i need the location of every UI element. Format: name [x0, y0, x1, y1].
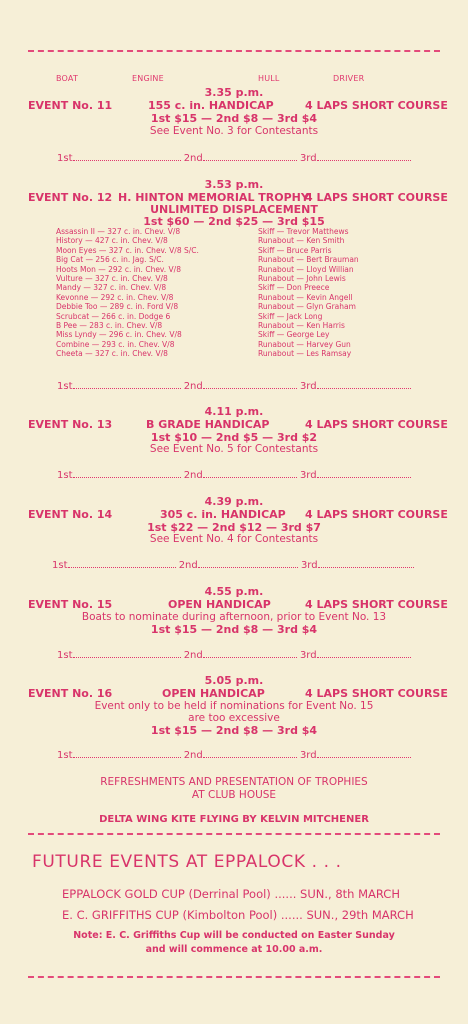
event-14-time: 4.39 p.m.: [204, 495, 264, 508]
event-16-note-continued: are too excessive: [188, 712, 280, 724]
refreshments-line-1: REFRESHMENTS AND PRESENTATION OF TROPHIES: [100, 776, 368, 788]
event-14-number: EVENT No. 14: [28, 508, 113, 521]
event-14-prize: 1st $22 — 2nd $12 — 3rd $7: [147, 521, 321, 534]
event-15-time: 4.55 p.m.: [204, 585, 264, 598]
future-event-gold-cup: EPPALOCK GOLD CUP (Derrinal Pool) ...... SUN., 8th MARCH: [62, 887, 400, 901]
header-boat: BOAT: [56, 74, 79, 83]
event-15-places: [57, 649, 411, 661]
entry-boat-engine: Scrubcat — 266 c. in. Dodge 6: [56, 311, 171, 321]
entry-boat-engine: Vulture — 327 c. in. Chev. V/8: [56, 274, 168, 284]
top-divider: [28, 50, 440, 52]
entry-boat-engine: Mandy — 327 c. in. Chev. V/8: [56, 283, 167, 293]
future-events-title: FUTURE EVENTS AT EPPALOCK . . .: [32, 852, 342, 872]
event-11-laps: 4 LAPS SHORT COURSE: [305, 99, 448, 112]
place-third-label: 3rd: [299, 650, 317, 661]
bottom-divider: [28, 976, 440, 978]
entry-hull-driver: Skiff — Bruce Parris: [258, 245, 332, 255]
event-12-time: 3.53 p.m.: [204, 178, 264, 191]
entry-hull-driver: Runabout — Ken Harris: [258, 321, 345, 331]
event-13-laps: 4 LAPS SHORT COURSE: [305, 418, 448, 431]
entry-boat-engine: Moon Eyes — 327 c. in. Chev. V/8 S/C.: [56, 245, 199, 255]
entry-boat-engine: Combine — 293 c. in. Chev. V/8: [56, 339, 175, 349]
place-third-label: 3rd: [300, 560, 318, 571]
entry-boat-engine: Big Cat — 256 c. in. Jag. S/C.: [56, 255, 164, 265]
entry-boat-engine: History — 427 c. in. Chev. V/8: [56, 236, 168, 246]
event-15-note: Boats to nominate during afternoon, prior to Event No. 13: [81, 611, 387, 623]
place-third-label: 3rd: [299, 153, 317, 164]
event-13-title: B GRADE HANDICAP: [146, 418, 270, 431]
entry-boat-engine: Assassin II — 327 c. in. Chev. V/8: [56, 227, 181, 236]
place-first-label: 1st: [57, 470, 73, 481]
event-12-title: H. HINTON MEMORIAL TROPHY: [118, 191, 309, 204]
header-driver: DRIVER: [333, 74, 365, 83]
place-second-label: 2nd: [183, 153, 203, 164]
event-13-time: 4.11 p.m.: [204, 405, 264, 418]
event-15-prize: 1st $15 — 2nd $8 — 3rd $4: [150, 623, 318, 636]
place-second-label: 2nd: [183, 650, 203, 661]
event-16-note: Event only to be held if nominations for Event No. 15: [94, 700, 374, 712]
entry-hull-driver: Skiff — Trevor Matthews: [258, 227, 349, 236]
entry-hull-driver: Skiff — Jack Long: [258, 311, 323, 321]
place-second-label: 2nd: [183, 470, 203, 481]
event-12-laps: 4 LAPS SHORT COURSE: [305, 191, 448, 204]
place-second-label: 2nd: [183, 750, 203, 761]
middle-divider: [28, 833, 440, 835]
event-15-number: EVENT No. 15: [28, 598, 113, 611]
event-11-prize: 1st $15 — 2nd $8 — 3rd $4: [150, 112, 318, 125]
event-13-note: See Event No. 5 for Contestants: [149, 443, 319, 455]
event-13-number: EVENT No. 13: [28, 418, 113, 431]
event-12-subtitle: UNLIMITED DISPLACEMENT: [150, 203, 318, 216]
refreshments-line-2: AT CLUB HOUSE: [191, 789, 277, 801]
place-first-label: 1st: [57, 650, 73, 661]
entry-hull-driver: Skiff — George Ley: [258, 330, 330, 340]
event-15-laps: 4 LAPS SHORT COURSE: [305, 598, 448, 611]
place-third-label: 3rd: [299, 750, 317, 761]
entry-boat-engine: Miss Lyndy — 296 c. in. Chev. V/8: [56, 330, 182, 340]
event-12-number: EVENT No. 12: [28, 191, 113, 204]
future-note-line-2: and will commence at 10.00 a.m.: [145, 944, 323, 955]
kite-flying-notice: DELTA WING KITE FLYING BY KELVIN MITCHENER: [99, 814, 369, 825]
event-12-prize: 1st $60 — 2nd $25 — 3rd $15: [143, 215, 325, 228]
event-12-places: [57, 380, 411, 392]
entry-hull-driver: Runabout — Ken Smith: [258, 236, 345, 246]
event-12-entries-drivers: [258, 227, 359, 359]
future-note-line-1: Note: E. C. Griffiths Cup will be conducted on Easter Sunday: [73, 930, 395, 941]
event-11-note: See Event No. 3 for Contestants: [149, 125, 319, 137]
event-11-time: 3.35 p.m.: [204, 86, 264, 99]
event-12-entries-boats: [56, 227, 199, 359]
place-first-label: 1st: [57, 153, 73, 164]
event-16-laps: 4 LAPS SHORT COURSE: [305, 687, 448, 700]
place-first-label: 1st: [52, 560, 68, 571]
entry-boat-engine: B Pee — 283 c. in. Chev. V/8: [56, 321, 163, 331]
entry-hull-driver: Runabout — Kevin Angell: [258, 292, 353, 302]
entry-hull-driver: Runabout — Glyn Graham: [258, 302, 356, 312]
place-first-label: 1st: [57, 750, 73, 761]
event-14-laps: 4 LAPS SHORT COURSE: [305, 508, 448, 521]
event-14-places: [52, 559, 414, 571]
event-13-prize: 1st $10 — 2nd $5 — 3rd $2: [150, 431, 318, 444]
header-engine: ENGINE: [132, 74, 164, 83]
event-11-number: EVENT No. 11: [28, 99, 113, 112]
event-11-title: 155 c. in. HANDICAP: [148, 99, 274, 112]
place-second-label: 2nd: [178, 560, 198, 571]
entry-hull-driver: Skiff — Don Preece: [258, 283, 330, 293]
event-14-title: 305 c. in. HANDICAP: [160, 508, 286, 521]
event-16-title: OPEN HANDICAP: [162, 687, 265, 700]
entry-boat-engine: Cheeta — 327 c. in. Chev. V/8: [56, 349, 168, 359]
place-first-label: 1st: [57, 381, 73, 392]
place-third-label: 3rd: [299, 381, 317, 392]
future-event-griffiths-cup: E. C. GRIFFITHS CUP (Kimbolton Pool) ...... SUN., 29th MARCH: [62, 908, 414, 922]
entry-boat-engine: Hoots Mon — 292 c. in. Chev. V/8: [56, 264, 181, 274]
entry-hull-driver: Runabout — Les Ramsay: [258, 349, 352, 359]
entry-boat-engine: Kevonne — 292 c. in. Chev. V/8: [56, 292, 174, 302]
entry-hull-driver: Runabout — Bert Brauman: [258, 255, 359, 265]
entry-hull-driver: Runabout — Lloyd Willian: [258, 264, 354, 274]
place-second-label: 2nd: [183, 381, 203, 392]
place-third-label: 3rd: [299, 470, 317, 481]
header-hull: HULL: [258, 74, 280, 83]
entry-hull-driver: Runabout — John Lewis: [258, 274, 346, 284]
entry-boat-engine: Debbie Too — 289 c. in. Ford V/8: [56, 302, 179, 312]
event-16-places: [57, 749, 411, 761]
event-14-note: See Event No. 4 for Contestants: [149, 533, 319, 545]
event-16-prize: 1st $15 — 2nd $8 — 3rd $4: [150, 724, 318, 737]
event-13-places: [57, 469, 411, 481]
event-16-time: 5.05 p.m.: [204, 674, 264, 687]
entry-hull-driver: Runabout — Harvey Gun: [258, 339, 351, 349]
event-16-number: EVENT No. 16: [28, 687, 113, 700]
event-11-places: [57, 152, 411, 164]
event-15-title: OPEN HANDICAP: [168, 598, 271, 611]
